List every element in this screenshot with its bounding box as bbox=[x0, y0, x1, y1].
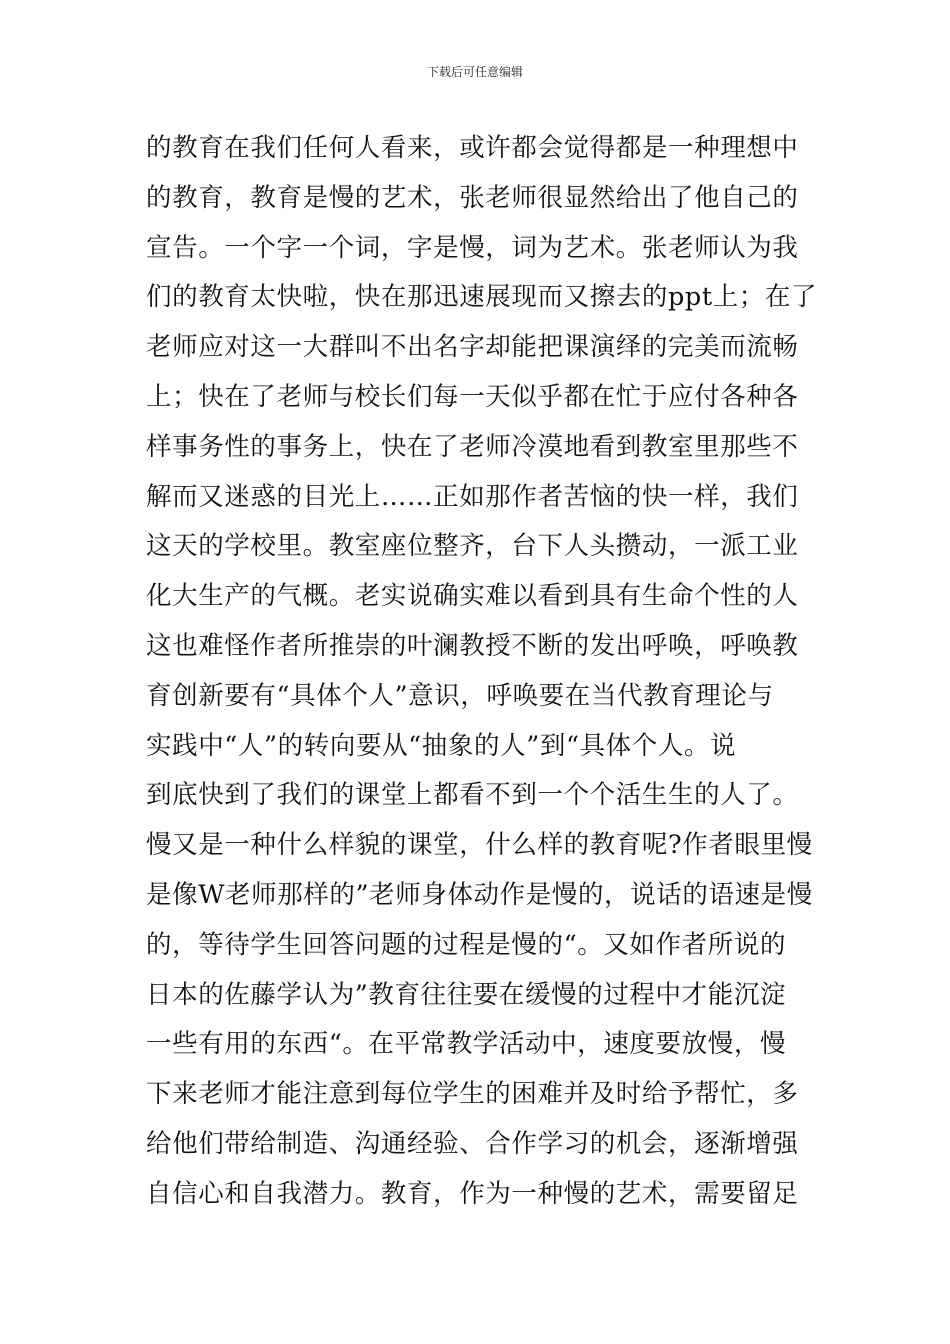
text-line: 自信心和自我潜力。教育，作为一种慢的艺术，需要留足 bbox=[146, 1178, 799, 1209]
text-line: 们的教育太快啦，快在那迅速展现而又擦去的ppt上；在了 bbox=[146, 282, 818, 313]
text-line: 的，等待学生回答问题的过程是慢的“。又如作者所说的 bbox=[146, 929, 787, 960]
text-line: 到底快到了我们的课堂上都看不到一个个活生生的人了。 bbox=[146, 780, 799, 811]
text-line: 的教育，教育是慢的艺术，张老师很显然给出了他自己的 bbox=[146, 182, 799, 213]
text-line: 育创新要有“具体个人”意识，呼唤要在当代教育理论与 bbox=[146, 680, 774, 711]
text-line: 下来老师才能注意到每位学生的困难并及时给予帮忙，多 bbox=[146, 1079, 799, 1110]
text-line: 样事务性的事务上，快在了老师冷漠地看到教室里那些不 bbox=[146, 431, 799, 462]
text-line: 上；快在了老师与校长们每一天似乎都在忙于应付各种各 bbox=[146, 381, 799, 412]
text-line: 宣告。一个字一个词，字是慢，词为艺术。张老师认为我 bbox=[146, 232, 799, 263]
text-line: 实践中“人”的转向要从“抽象的人”到“具体个人。说 bbox=[146, 730, 737, 761]
text-line: 的教育在我们任何人看来，或许都会觉得都是一种理想中 bbox=[146, 133, 799, 163]
text-line: 一些有用的东西“。在平常教学活动中，速度要放慢，慢 bbox=[146, 1029, 787, 1060]
text-line: 老师应对这一大群叫不出名字却能把课演绎的完美而流畅 bbox=[146, 332, 799, 363]
text-line: 这也难怪作者所推崇的叶澜教授不断的发出呼唤，呼唤教 bbox=[146, 630, 799, 661]
body-text bbox=[146, 124, 818, 1220]
text-line: 给他们带给制造、沟通经验、合作学习的机会，逐渐增强 bbox=[146, 1128, 799, 1159]
text-line: 日本的佐藤学认为”教育往往要在缓慢的过程中才能沉淀 bbox=[146, 979, 787, 1010]
text-line: 慢又是一种什么样貌的课堂，什么样的教育呢?作者眼里慢 bbox=[146, 830, 813, 861]
text-line: 解而又迷惑的目光上……正如那作者苦恼的快一样，我们 bbox=[146, 481, 799, 512]
text-line: 化大生产的气概。老实说确实难以看到具有生命个性的人 bbox=[146, 581, 799, 612]
page-header: 下载后可任意编辑 bbox=[426, 65, 523, 79]
text-line: 是像W老师那样的”老师身体动作是慢的，说话的语速是慢 bbox=[146, 879, 813, 910]
text-line: 这天的学校里。教室座位整齐，台下人头攒动，一派工业 bbox=[146, 531, 799, 562]
